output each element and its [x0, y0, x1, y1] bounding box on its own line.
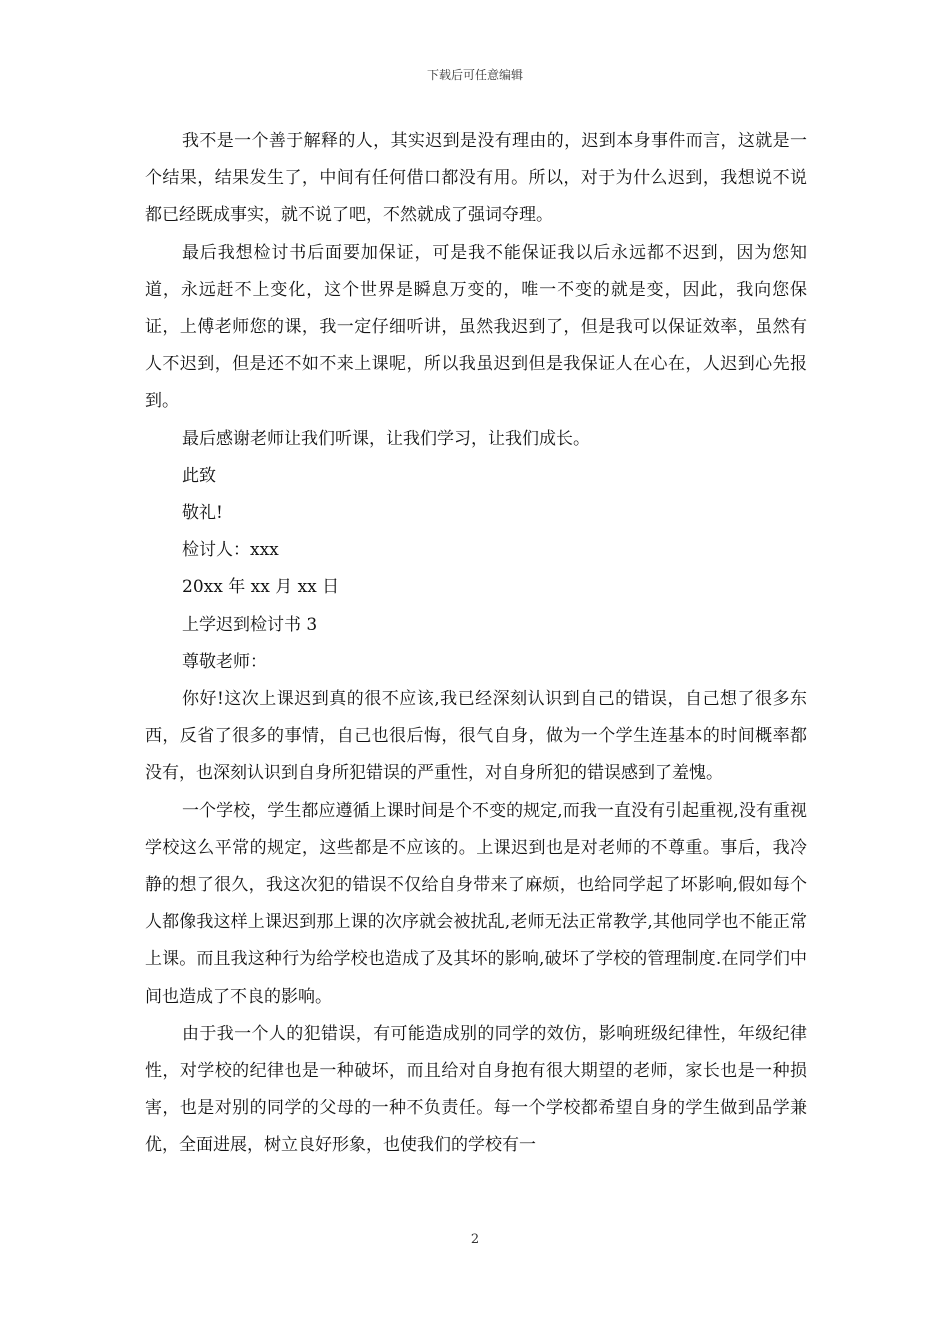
paragraph: 一个学校，学生都应遵循上课时间是个不变的规定,而我一直没有引起重视,没有重视学校这么平常的规定，这些都是不应该的。上课迟到也是对老师的不尊重。事后，我冷静的想了很久，我这次犯的错误不仅给自身带来了麻烦，也给同学起了坏影响,假如每个人都像我这样上课迟到那上课的次序就会被扰乱,老师无法正常教学,其他同学也不能正常上课。而且我这种行为给学校也造成了及其坏的影响,破坏了学校的管理制度.在同学们中间也造成了不良的影响。	[145, 800, 807, 1007]
paragraph: 我不是一个善于解释的人，其实迟到是没有理由的，迟到本身事件而言，这就是一个结果，结果发生了，中间有任何借口都没有用。所以，对于为什么迟到，我想说不说都已经既成事实，就不说了吧，不然就成了强词夺理。	[145, 131, 807, 226]
section-title: 上学迟到检讨书 3	[182, 614, 318, 635]
signature-line: 检讨人：xxx	[182, 540, 279, 561]
paragraph: 最后我想检讨书后面要加保证，可是我不能保证我以后永远都不迟到，因为您知道，永远赶不上变化，这个世界是瞬息万变的，唯一不变的就是变，因此，我向您保证，上傅老师您的课，我一定仔细听讲，虽然我迟到了，但是我可以保证效率，虽然有人不迟到，但是还不如不来上课呢，所以我虽迟到但是我保证人在心在，人迟到心先报到。	[145, 242, 807, 412]
greeting-line: 尊敬老师：	[182, 651, 267, 672]
paragraph: 由于我一个人的犯错误，有可能造成别的同学的效仿，影响班级纪律性，年级纪律性，对学校的纪律也是一种破坏，而且给对自身抱有很大期望的老师，家长也是一种损害，也是对别的同学的父母的一种不负责任。每一个学校都希望自身的学生做到品学兼优，全面进展，树立良好形象，也使我们的学校有一	[145, 1023, 807, 1156]
page-header: 下载后可任意编辑	[426, 68, 523, 82]
date-line: 20xx 年 xx 月 xx 日	[182, 577, 340, 598]
salutation-closing: 此致	[182, 465, 216, 486]
page-number: 2	[470, 1232, 480, 1247]
salutation-regards: 敬礼!	[182, 503, 223, 524]
paragraph: 最后感谢老师让我们听课，让我们学习，让我们成长。	[182, 428, 590, 449]
document-body	[145, 123, 807, 1165]
paragraph: 你好!这次上课迟到真的很不应该,我已经深刻认识到自己的错误，自己想了很多东西，反省了很多的事情，自己也很后悔，很气自身，做为一个学生连基本的时间概率都没有，也深刻认识到自身所犯错误的严重性，对自身所犯的错误感到了羞愧。	[145, 689, 807, 784]
